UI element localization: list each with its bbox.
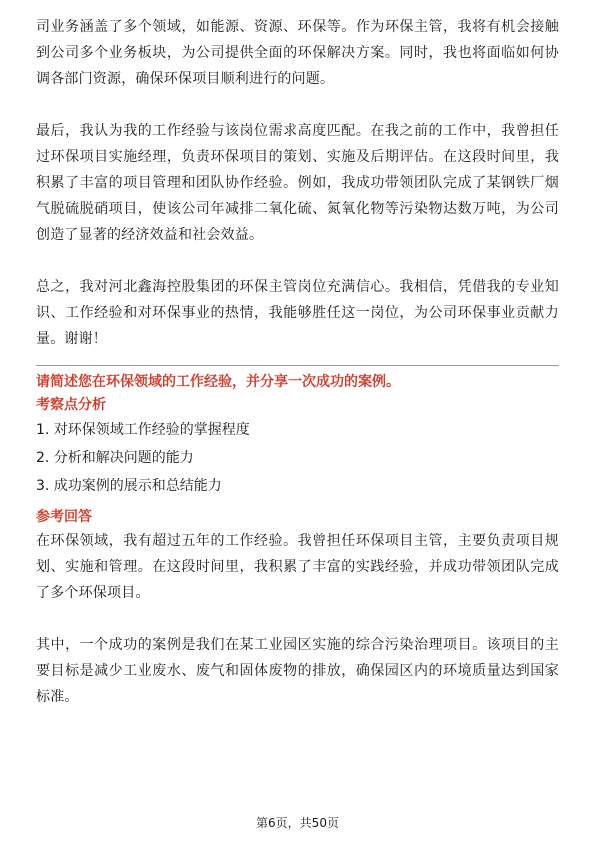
paragraph-gap: [36, 248, 559, 274]
analysis-heading: 考察点分析: [36, 397, 106, 413]
analysis-point: 3. 成功案例的展示和总结能力: [36, 478, 222, 494]
body-paragraph: 总之，我对河北鑫海控股集团的环保主管岗位充满信心。我相信，凭借我的专业知识、工作经验和对环保事业的热情，我能够胜任这一岗位，为公司环保事业贡献力量。谢谢！: [36, 279, 559, 347]
interview-question: 请简述您在环保领域的工作经验，并分享一次成功的案例。: [36, 374, 400, 390]
page-number: 第6页，共50页: [256, 816, 339, 830]
answer-paragraph: 其中，一个成功的案例是我们在某工业园区实施的综合污染治理项目。该项目的主要目标是减少工业废水、废气和固体废物的排放，确保园区内的环境质量达到国家标准。: [36, 637, 559, 705]
analysis-point-list: [36, 416, 559, 500]
section-divider: [36, 365, 559, 366]
paragraph-gap: [36, 606, 559, 632]
body-paragraph: 司业务涵盖了多个领域，如能源、资源、环保等。作为环保主管，我将有机会接触到公司多个业务板块，为公司提供全面的环保解决方案。同时，我也将面临如何协调各部门资源，确保环保项目顺利进行的问题。: [36, 19, 559, 87]
answer-paragraph: 在环保领域，我有超过五年的工作经验。我曾担任环保项目主管，主要负责项目规划、实施和管理。在这段时间里，我积累了丰富的实践经验，并成功带领团队完成了多个环保项目。: [36, 533, 559, 601]
answer-heading: 参考回答: [36, 509, 92, 525]
paragraph-gap: [36, 92, 559, 118]
document-page: [36, 14, 559, 710]
analysis-point: 1. 对环保领域工作经验的掌握程度: [36, 422, 250, 438]
body-paragraph: 最后，我认为我的工作经验与该岗位需求高度匹配。在我之前的工作中，我曾担任过环保项目实施经理，负责环保项目的策划、实施及后期评估。在这段时间里，我积累了丰富的项目管理和团队协作经验。例如，我成功带领团队完成了某钢铁厂烟气脱硫脱硝项目，使该公司年减排二氧化硫、氮氧化物等污染物达数万吨，为公司创造了显著的经济效益和社会效益。: [36, 123, 559, 243]
analysis-point: 2. 分析和解决问题的能力: [36, 450, 194, 466]
